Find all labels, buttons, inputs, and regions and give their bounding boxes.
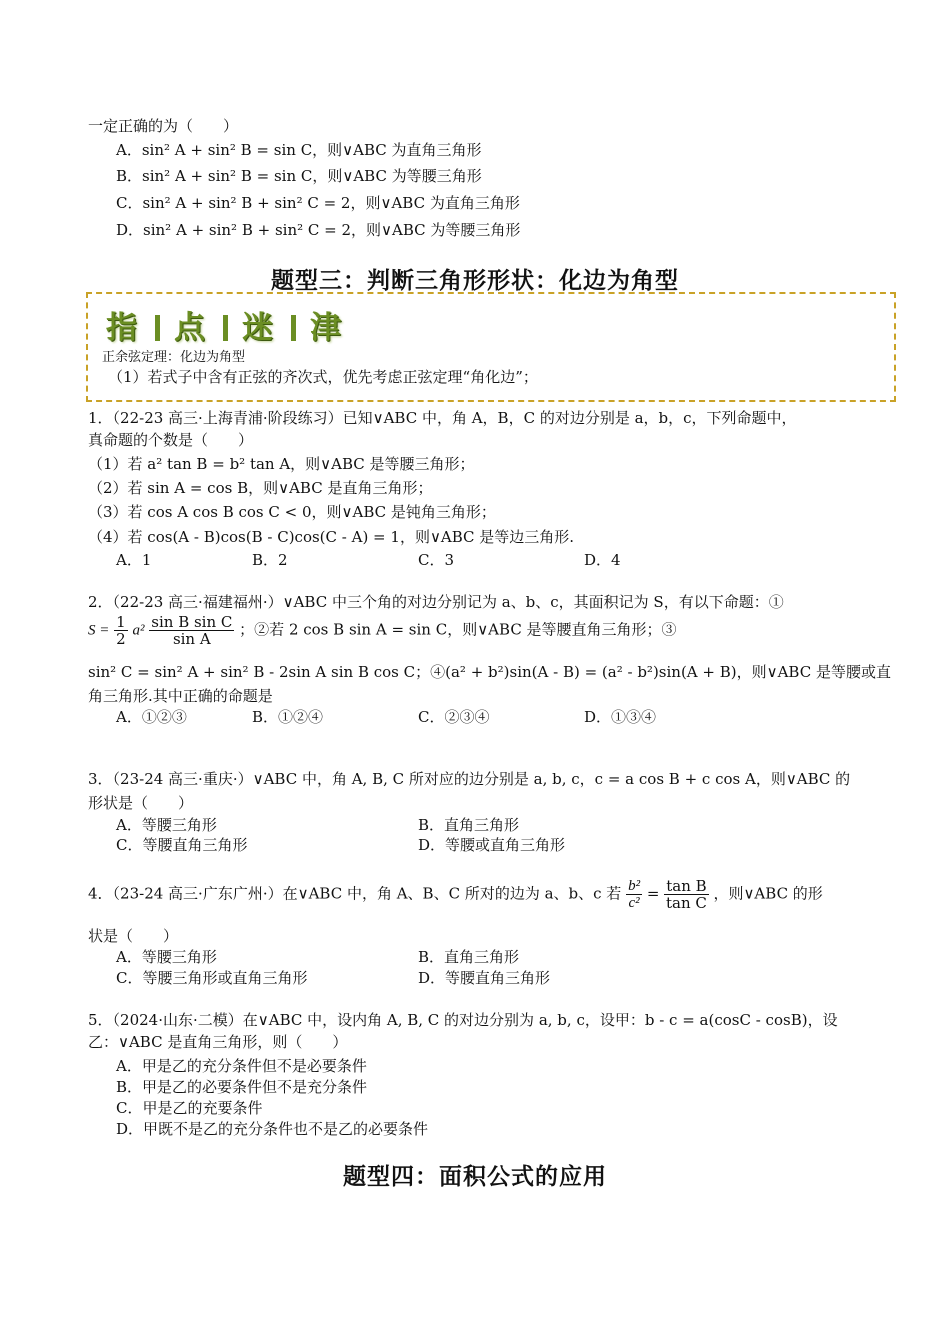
q3-option-a: A．等腰三角形 bbox=[116, 816, 217, 834]
q4-frac1-num: b² bbox=[628, 878, 641, 894]
intro-option-b: B．sin² A + sin² B = sin C，则∨ABC 为等腰三角形 bbox=[116, 167, 482, 185]
tip-separator bbox=[155, 315, 160, 341]
tip-separator bbox=[291, 315, 296, 341]
q2-option-c: C．②③④ bbox=[418, 708, 490, 726]
q2-frac-sin bbox=[149, 614, 234, 647]
q1-item-4: （4）若 cos(A - B)cos(B - C)cos(C - A) = 1，则∨ABC 是等边三角形. bbox=[88, 528, 575, 546]
q1-item-1: （1）若 a² tan B = b² tan A，则∨ABC 是等腰三角形； bbox=[88, 455, 475, 473]
q2-frac-half bbox=[114, 614, 128, 647]
q1-line2: 真命题的个数是（ ） bbox=[88, 431, 254, 449]
q2-option-b: B．①②④ bbox=[252, 708, 324, 726]
q1-item-3: （3）若 cos A cos B cos C < 0，则∨ABC 是钝角三角形； bbox=[88, 503, 496, 521]
q3-option-d: D．等腰或直角三角形 bbox=[418, 836, 566, 854]
tip-title-char-2: 点 bbox=[174, 310, 209, 346]
q2-frac-sin-num: sin B sin C bbox=[151, 613, 233, 631]
q1-option-d: D．4 bbox=[584, 551, 621, 569]
tip-separator bbox=[223, 315, 228, 341]
q2-line1: 2．（22-23 高三·福建福州·）∨ABC 中三个角的对边分别记为 a、b、c，其面积记为 S，有以下命题：① bbox=[88, 593, 784, 611]
q2-option-d: D．①③④ bbox=[584, 708, 657, 726]
q4-line1 bbox=[88, 878, 823, 911]
q5-line1: 5．（2024·山东·二模）在∨ABC 中，设内角 A, B, C 的对边分别为 a, b, c，设甲：b - c = a(cosC - cosB)，设 bbox=[88, 1011, 838, 1029]
q5-option-a: A．甲是乙的充分条件但不是必要条件 bbox=[116, 1057, 367, 1075]
q2-frac-sin-den: sin A bbox=[172, 630, 211, 648]
q4-eq: = bbox=[646, 884, 660, 903]
q2-frac-half-num: 1 bbox=[116, 613, 126, 631]
q4-option-d: D．等腰直角三角形 bbox=[418, 969, 551, 987]
intro-option-a: A．sin² A + sin² B = sin C，则∨ABC 为直角三角形 bbox=[116, 141, 482, 159]
section4-title: 题型四：面积公式的应用 bbox=[343, 1164, 607, 1190]
section3-title: 题型三：判断三角形形状：化边为角型 bbox=[271, 268, 679, 294]
tip-subtitle: 正余弦定理：化边为角型 bbox=[102, 350, 246, 365]
q4-line1-post: ，则∨ABC 的形 bbox=[713, 884, 823, 903]
tip-box bbox=[86, 292, 896, 402]
q4-line2: 状是（ ） bbox=[88, 927, 179, 945]
q3-option-c: C．等腰直角三角形 bbox=[116, 836, 248, 854]
q1-option-b: B．2 bbox=[252, 551, 288, 569]
q2-line2 bbox=[88, 614, 677, 647]
q4-line1-pre: 4．（23-24 高三·广东广州·）在∨ABC 中，角 A、B、C 所对的边为 a、b、c 若 bbox=[88, 884, 622, 903]
tip-title-char-1: 指 bbox=[106, 310, 141, 346]
q1-item-2: （2）若 sin A = cos B，则∨ABC 是直角三角形； bbox=[88, 479, 433, 497]
intro-option-c: C．sin² A + sin² B + sin² C = 2，则∨ABC 为直角三角形 bbox=[116, 194, 520, 212]
tip-title-char-4: 津 bbox=[310, 310, 345, 346]
q4-option-c: C．等腰三角形或直角三角形 bbox=[116, 969, 308, 987]
q4-option-a: A．等腰三角形 bbox=[116, 948, 217, 966]
q5-option-c: C．甲是乙的充要条件 bbox=[116, 1099, 263, 1117]
q4-option-b: B．直角三角形 bbox=[418, 948, 520, 966]
intro-stem: 一定正确的为（ ） bbox=[88, 117, 239, 135]
q2-option-a: A．①②③ bbox=[116, 708, 187, 726]
q2-line2-post: ；②若 2 cos B sin A = sin C，则∨ABC 是等腰直角三角形；③ bbox=[239, 620, 677, 639]
q4-frac2-den: tan C bbox=[666, 894, 707, 912]
q2-line3: sin² C = sin² A + sin² B - 2sin A sin B cos C；④(a² + b²)sin(A - B) = (a² - b²)sin(A + B)，则∨ABC 是等腰或直 bbox=[88, 663, 891, 681]
q5-option-d: D．甲既不是乙的充分条件也不是乙的必要条件 bbox=[116, 1120, 429, 1138]
q4-frac-tan bbox=[664, 878, 708, 911]
q4-frac2-num: tan B bbox=[666, 877, 707, 895]
q5-option-b: B．甲是乙的必要条件但不是充分条件 bbox=[116, 1078, 368, 1096]
q2-frac-half-den: 2 bbox=[116, 630, 126, 648]
q3-line2: 形状是（ ） bbox=[88, 794, 194, 812]
tip-title bbox=[106, 302, 345, 347]
q2-line4: 角三角形.其中正确的命题是 bbox=[88, 687, 273, 705]
q3-line1: 3．（23-24 高三·重庆·）∨ABC 中，角 A, B, C 所对应的边分别是 a, b, c，c = a cos B + c cos A，则∨ABC 的 bbox=[88, 770, 851, 788]
q4-frac-b2-c2 bbox=[626, 878, 642, 911]
q2-a2: a² bbox=[132, 622, 145, 639]
q2-s-eq: S = bbox=[88, 622, 110, 639]
intro-option-d: D．sin² A + sin² B + sin² C = 2，则∨ABC 为等腰三角形 bbox=[116, 221, 521, 239]
tip-text: （1）若式子中含有正弦的齐次式，优先考虑正弦定理“角化边”； bbox=[108, 368, 538, 386]
q5-line2: 乙：∨ABC 是直角三角形，则（ ） bbox=[88, 1033, 348, 1051]
q3-option-b: B．直角三角形 bbox=[418, 816, 520, 834]
q1-option-a: A．1 bbox=[116, 551, 152, 569]
q1-option-c: C．3 bbox=[418, 551, 455, 569]
q4-frac1-den: c² bbox=[628, 895, 640, 911]
q1-line1: 1．（22-23 高三·上海青浦·阶段练习）已知∨ABC 中，角 A，B，C 的对边分别是 a，b，c，下列命题中， bbox=[88, 409, 797, 427]
tip-title-char-3: 迷 bbox=[242, 310, 277, 346]
